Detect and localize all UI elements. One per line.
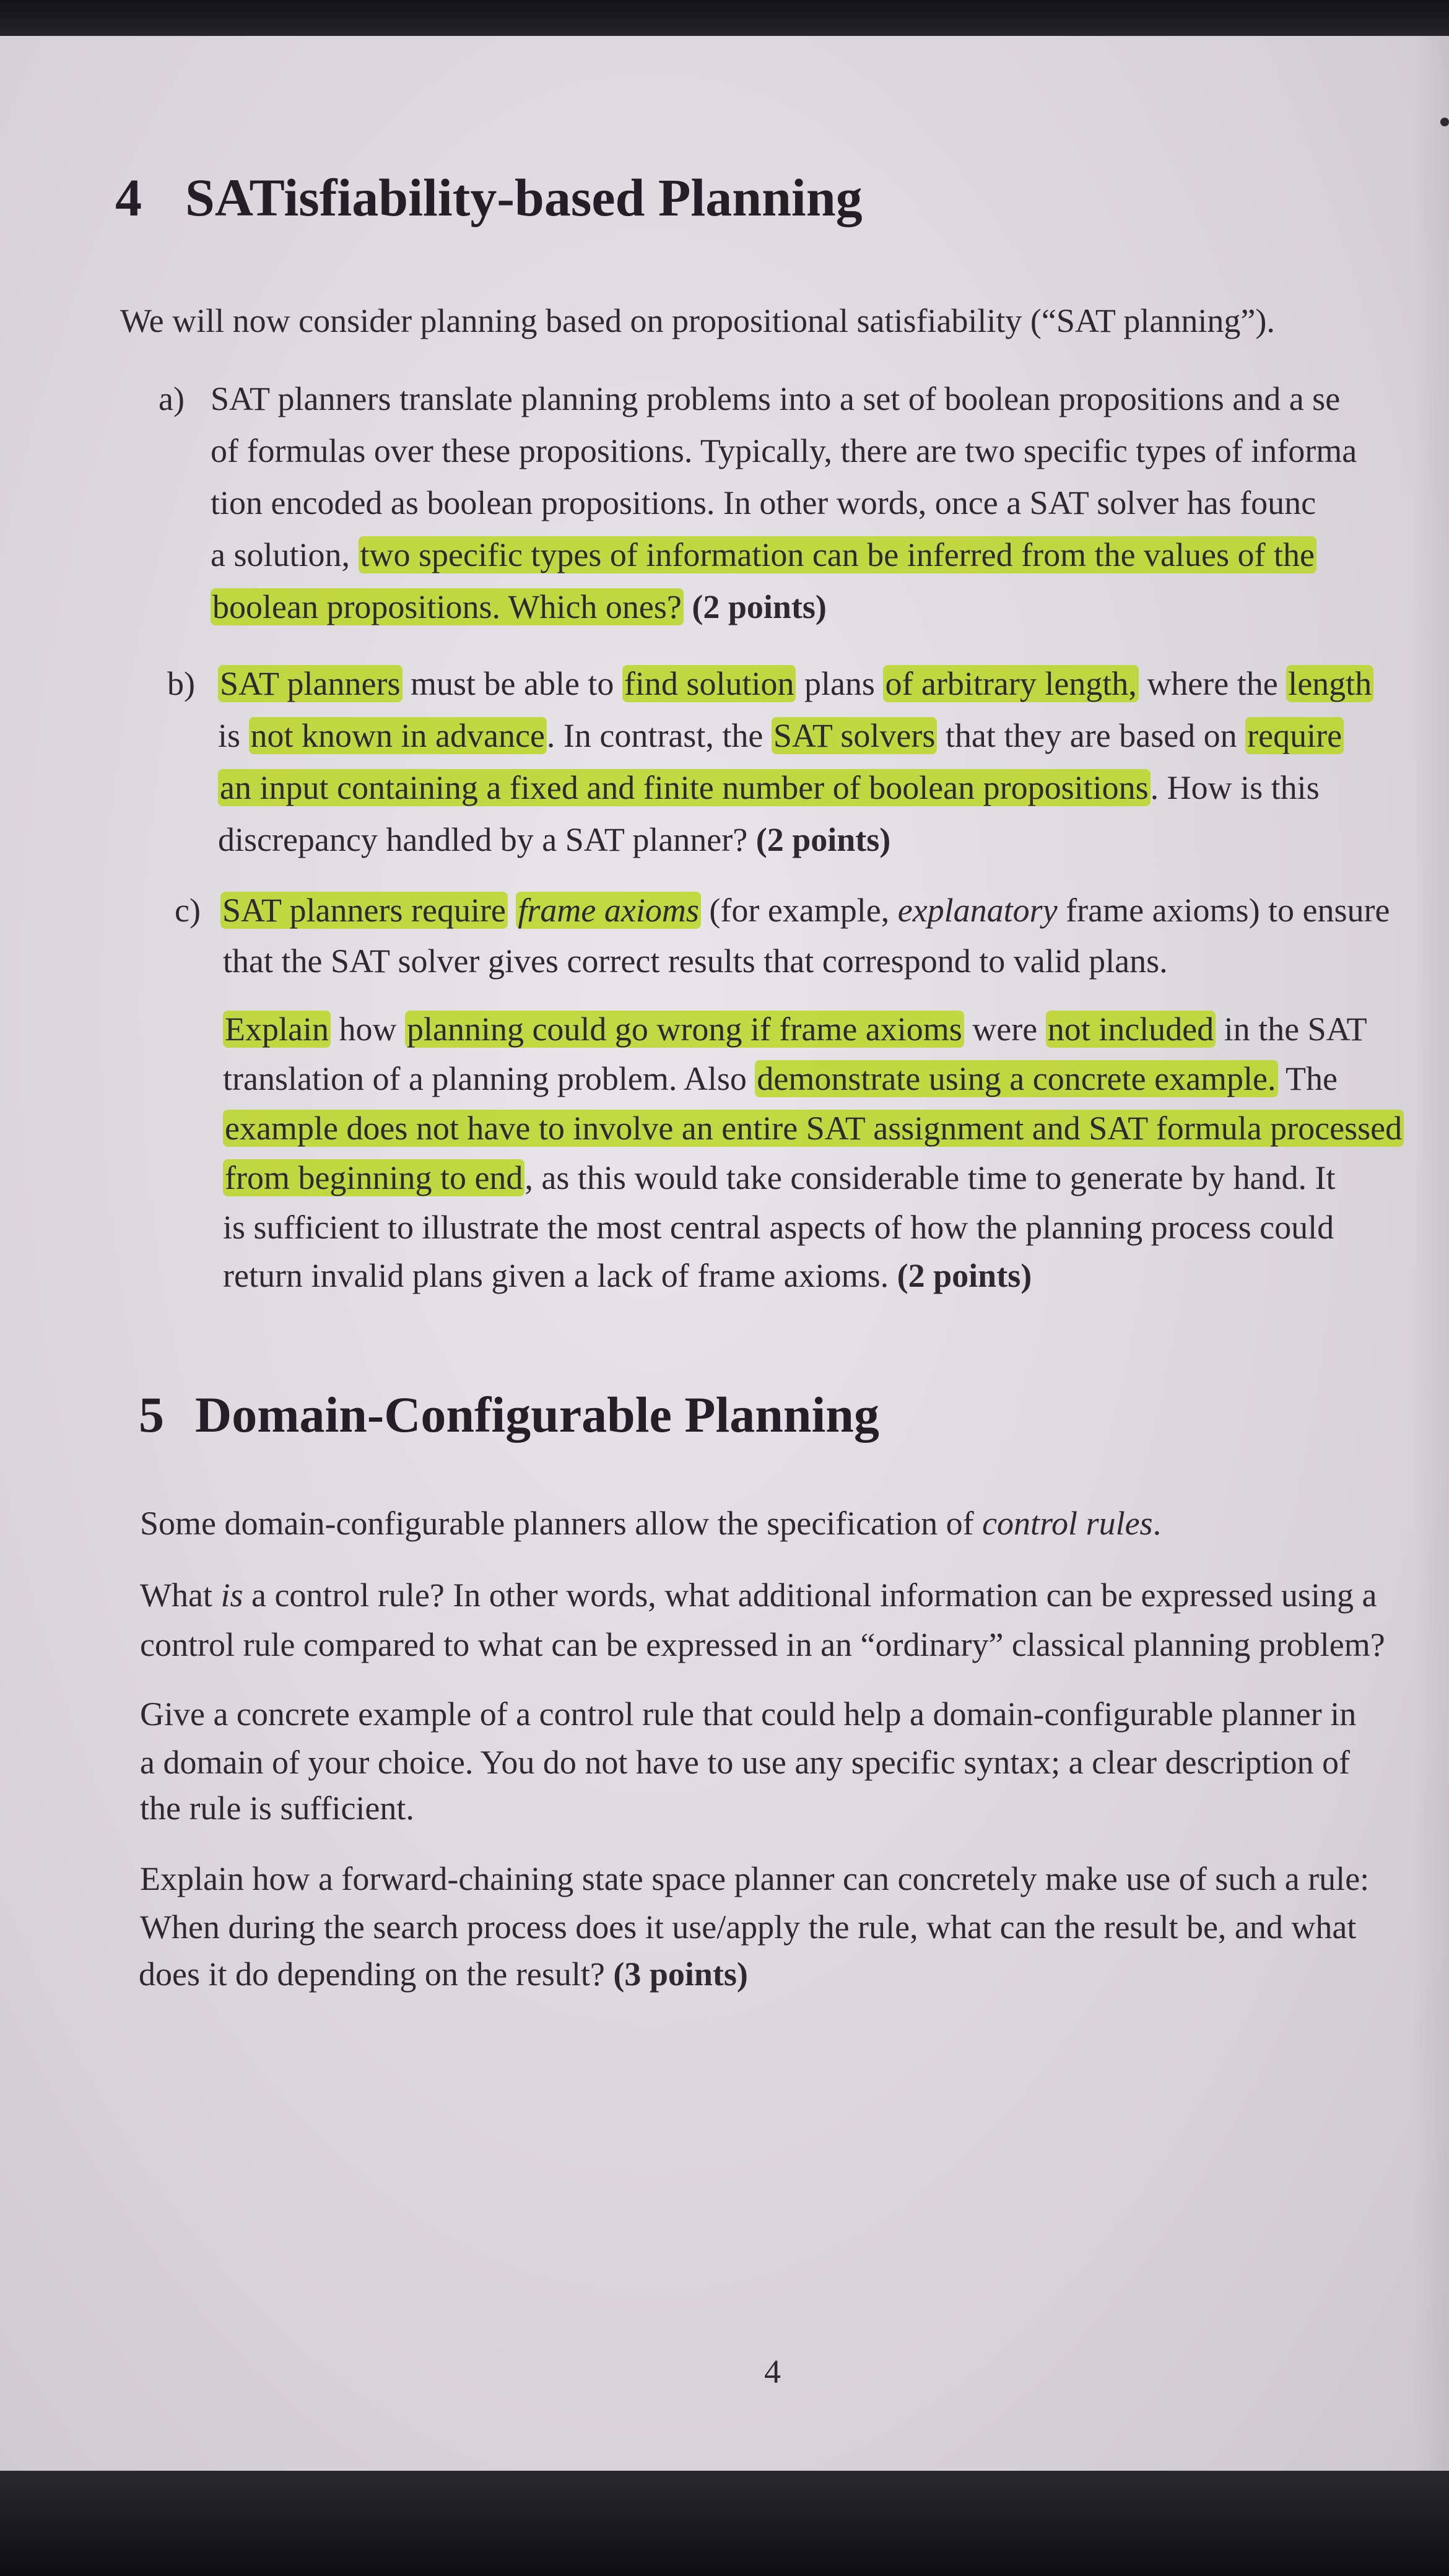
section-4-heading — [115, 168, 863, 227]
highlight: frame axioms — [516, 892, 700, 929]
section-5-p1 — [140, 1499, 1161, 1548]
page-corner-mark — [1440, 118, 1449, 126]
item-b-text: . In contrast, the — [546, 717, 772, 754]
item-c-text: (for example, — [700, 892, 898, 929]
item-c-line-1 — [220, 886, 1390, 935]
item-b-text: where the — [1138, 665, 1287, 702]
highlight: Explain — [223, 1011, 331, 1048]
highlight: SAT solvers — [772, 717, 938, 754]
section-5-text: does it do depending on the result? — [139, 1956, 614, 1993]
item-b-line-3 — [218, 763, 1320, 812]
item-c-label: c) — [175, 892, 201, 929]
points-label: (2 points) — [692, 588, 827, 625]
item-b-text: is — [218, 717, 249, 754]
highlight: not known in advance — [249, 717, 547, 754]
item-b-text: . How is this — [1150, 769, 1320, 806]
section-5-number: 5 — [139, 1386, 164, 1443]
item-b-line-4 — [218, 815, 890, 864]
item-c-text: how — [330, 1011, 405, 1048]
item-b-text: must be able to — [402, 665, 622, 702]
item-a-line-5 — [211, 582, 827, 632]
section-5-p4-line-2: When during the search process does it use/apply the rule, what can the result be, and what — [140, 1908, 1357, 1946]
section-5-italic: is — [220, 1577, 243, 1614]
item-c-italic: explanatory — [897, 892, 1058, 929]
points-label: (2 points) — [897, 1257, 1032, 1294]
item-a-line-2: of formulas over these propositions. Typically, there are two specific types of informa — [211, 432, 1357, 469]
highlight: SAT planners require — [220, 892, 508, 929]
item-b-text: plans — [796, 665, 884, 702]
highlight: an input containing a fixed and finite number of boolean propositions — [218, 769, 1151, 806]
highlight: demonstrate using a concrete example. — [755, 1060, 1277, 1097]
section-5-heading — [139, 1386, 879, 1443]
highlight: of arbitrary length, — [883, 665, 1138, 702]
item-c-text: in the SAT — [1216, 1011, 1367, 1048]
section-5-p4-line-3 — [139, 1949, 748, 1999]
section-5-p3-line-2: a domain of your choice. You do not have to use any specific syntax; a clear description of — [140, 1744, 1350, 1781]
highlight: SAT planners — [218, 665, 402, 702]
highlight: planning could go wrong if frame axioms — [405, 1011, 964, 1048]
highlight: example does not have to involve an entire SAT assignment and SAT formula processed — [223, 1110, 1404, 1147]
section-5-p3-line-3: the rule is sufficient. — [140, 1790, 414, 1827]
item-c-p2-line-4 — [223, 1153, 1336, 1203]
item-c-text: were — [964, 1011, 1046, 1048]
item-b-label: b) — [167, 665, 195, 702]
item-a-line-1: SAT planners translate planning problems into a set of boolean propositions and a se — [211, 380, 1341, 417]
section-4-intro: We will now consider planning based on propositional satisfiability (“SAT planning”). — [120, 302, 1275, 339]
item-a-label: a) — [159, 380, 185, 417]
highlight: boolean propositions. Which ones? — [211, 588, 684, 625]
section-5-text: a control rule? In other words, what additional information can be expressed using a — [243, 1577, 1377, 1614]
item-c-text: The — [1277, 1060, 1338, 1097]
item-c-text: return invalid plans given a lack of frame axioms. — [223, 1257, 897, 1294]
highlight: not included — [1046, 1011, 1216, 1048]
photo-background-bottom — [0, 2471, 1449, 2576]
item-c-p2-line-5: is sufficient to illustrate the most central aspects of how the planning process could — [223, 1209, 1334, 1246]
points-label: (2 points) — [755, 821, 891, 858]
item-c-line-2: that the SAT solver gives correct results that correspond to valid plans. — [223, 942, 1168, 980]
section-5-p2-line-1 — [140, 1570, 1377, 1620]
highlight: length — [1286, 665, 1373, 702]
item-a-line-4 — [211, 530, 1316, 580]
item-c-text: translation of a planning problem. Also — [223, 1060, 755, 1097]
item-c-text: , as this would take considerable time to generate by hand. It — [524, 1159, 1336, 1196]
item-b-line-1 — [218, 659, 1373, 708]
item-c-p2-line-2 — [223, 1054, 1338, 1103]
item-c-p2-line-3 — [223, 1103, 1404, 1153]
item-c-p2-line-6 — [223, 1251, 1032, 1300]
section-4-number: 4 — [115, 168, 142, 227]
page-shadow — [1412, 36, 1449, 2476]
highlight: from beginning to end — [223, 1159, 524, 1196]
item-a-line-3: tion encoded as boolean propositions. In other words, once a SAT solver has founc — [211, 484, 1316, 521]
section-5-text: What — [140, 1577, 221, 1614]
page-number: 4 — [764, 2353, 781, 2390]
section-5-text: Some domain-configurable planners allow the specification of — [140, 1505, 983, 1542]
item-b-line-2 — [218, 711, 1344, 760]
section-5-p4-line-1: Explain how a forward-chaining state space planner can concretely make use of such a rule: — [140, 1860, 1370, 1897]
item-c-p2-line-1 — [223, 1004, 1367, 1054]
points-label: (3 points) — [613, 1956, 748, 1993]
section-5-title: Domain-Configurable Planning — [195, 1386, 879, 1443]
item-a-text: a solution, — [211, 536, 359, 573]
section-5-p2-line-2: control rule compared to what can be expressed in an “ordinary” classical planning problem? — [140, 1626, 1385, 1663]
highlight: find solution — [622, 665, 796, 702]
section-5-p3-line-1: Give a concrete example of a control rule that could help a domain-configurable planner in — [140, 1695, 1357, 1733]
highlight: two specific types of information can be inferred from the values of the — [359, 536, 1316, 573]
section-5-text: . — [1152, 1505, 1162, 1542]
item-b-text: that they are based on — [937, 717, 1246, 754]
item-c-text: frame axioms) to ensure — [1057, 892, 1390, 929]
item-b-text: discrepancy handled by a SAT planner? — [218, 821, 756, 858]
section-5-italic: control rules — [982, 1505, 1153, 1542]
highlight: require — [1245, 717, 1344, 754]
section-4-title: SATisfiability-based Planning — [185, 168, 863, 227]
